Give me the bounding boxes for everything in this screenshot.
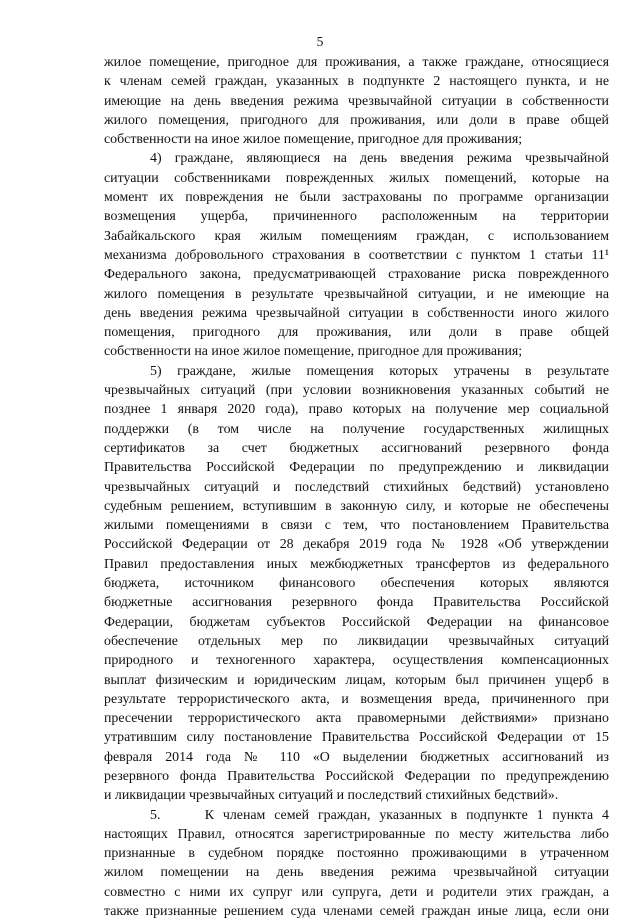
text-line: Федерального закона, предусматривающей страхование риска поврежденного [104, 267, 609, 283]
text-line: Федерации, бюджетам субъектов Российской Федерации на финансовое [104, 614, 609, 630]
text-line: также признанные решением суда членами семей граждан иные лица, если они [104, 904, 609, 920]
text-line: имеющие на день введения режима чрезвычайной ситуации в собственности [104, 93, 609, 109]
text-line: Правил предоставления иных межбюджетных трансфертов из федерального [104, 556, 609, 572]
paragraph-continuation [104, 53, 609, 149]
text-line: настоящих Правил, относятся зарегистрированные по месту жительства либо [104, 826, 609, 842]
text-line: возмещения ущерба, причиненного расположенным на территории [104, 209, 609, 225]
text-line: бюджета, источником финансового обеспечения которых являются [104, 576, 609, 592]
paragraph-item-5 [104, 362, 609, 806]
text-line: Правительства Российской Федерации по предупреждению и ликвидации [104, 460, 609, 476]
text-line: обеспечение отдельных мер по ликвидации чрезвычайных ситуаций [104, 633, 609, 649]
page-number: 5 [316, 34, 324, 49]
text-line: к членам семей граждан, указанных в подпункте 2 настоящего пункта, и не [104, 74, 609, 90]
text-line: Российской Федерации от 28 декабря 2019 года № 1928 «Об утверждении [104, 537, 609, 553]
text-line: природного и техногенного характера, осуществления компенсационных [104, 653, 609, 669]
text-line: помещения, пригодного для проживания, или доли в праве общей [104, 325, 609, 341]
text-line: февраля 2014 года № 110 «О выделении бюджетных ассигнований из [104, 749, 609, 765]
text-line: жилого помещения, пригодного для проживания, или доли в праве общей [104, 112, 609, 128]
paragraph-section-5 [104, 806, 609, 921]
text-line: сертификатов за счет бюджетных ассигнований резервного фонда [104, 440, 609, 456]
text-line: совместно с ними их супруг или супруга, дети и родители этих граждан, а [104, 884, 609, 900]
text-line: жилыми помещениями в связи с тем, что постановлением Правительства [104, 518, 609, 534]
text-line: ситуации собственниками поврежденных жилых помещений, которые на [104, 170, 609, 186]
document-body [104, 53, 609, 921]
text-line: резервного фонда Правительства Российской Федерации по предупреждению [104, 768, 609, 784]
text-line: Забайкальского края жилым помещениям граждан, с использованием [104, 228, 609, 244]
text-line: выплат физическим и юридическим лицам, которым был причинен ущерб в [104, 672, 609, 688]
text-line: механизма добровольного страхования в соответствии с пунктом 1 статьи 11¹ [104, 247, 609, 263]
text-line: жилом помещении на день введения режима чрезвычайной ситуации [104, 865, 609, 881]
text-line: собственности на иное жилое помещение, пригодное для проживания; [104, 344, 523, 360]
text-line: 4) граждане, являющиеся на день введения режима чрезвычайной [150, 151, 609, 167]
text-line: и ликвидации чрезвычайных ситуаций и последствий стихийных бедствий». [104, 788, 559, 804]
text-line: 5) граждане, жилые помещения которых утрачены в результате [150, 363, 609, 379]
text-line: день введения режима чрезвычайной ситуации в собственности иного жилого [104, 305, 609, 321]
text-line: бюджетные ассигнования резервного фонда Правительства Российской [104, 595, 609, 611]
text-line: результате террористического акта, и возмещения вреда, причиненного при [104, 691, 609, 707]
text-line: чрезвычайных ситуаций (при условии возникновения указанных событий не [104, 383, 609, 399]
text-line: жилого помещения в результате чрезвычайной ситуации, и не имеющие на [104, 286, 609, 302]
text-line: чрезвычайных ситуаций и последствий стихийных бедствий) установлено [104, 479, 609, 495]
paragraph-item-4 [104, 149, 609, 361]
text-line: позднее 1 января 2020 года), право которых на получение мер социальной [104, 402, 609, 418]
text-line: 5. К членам семей граждан, указанных в подпункте 1 пункта 4 [150, 807, 609, 823]
text-line: собственности на иное жилое помещение, пригодное для проживания; [104, 132, 523, 148]
text-line: момент их повреждения не были застрахованы по программе организации [104, 190, 609, 206]
text-line: поддержки (в том числе на получение государственных жилищных [104, 421, 609, 437]
text-line: судебным решением, вступившим в законную силу, и которые не обеспечены [104, 498, 609, 514]
text-line: признанные в судебном порядке постоянно проживающими в утраченном [104, 846, 609, 862]
text-line: утратившим силу постановление Правительства Российской Федерации от 15 [104, 730, 609, 746]
text-line: пресечении террористического акта правомерными действиями» признано [104, 711, 609, 727]
text-line: жилое помещение, пригодное для проживания, а также граждане, относящиеся [104, 55, 609, 70]
